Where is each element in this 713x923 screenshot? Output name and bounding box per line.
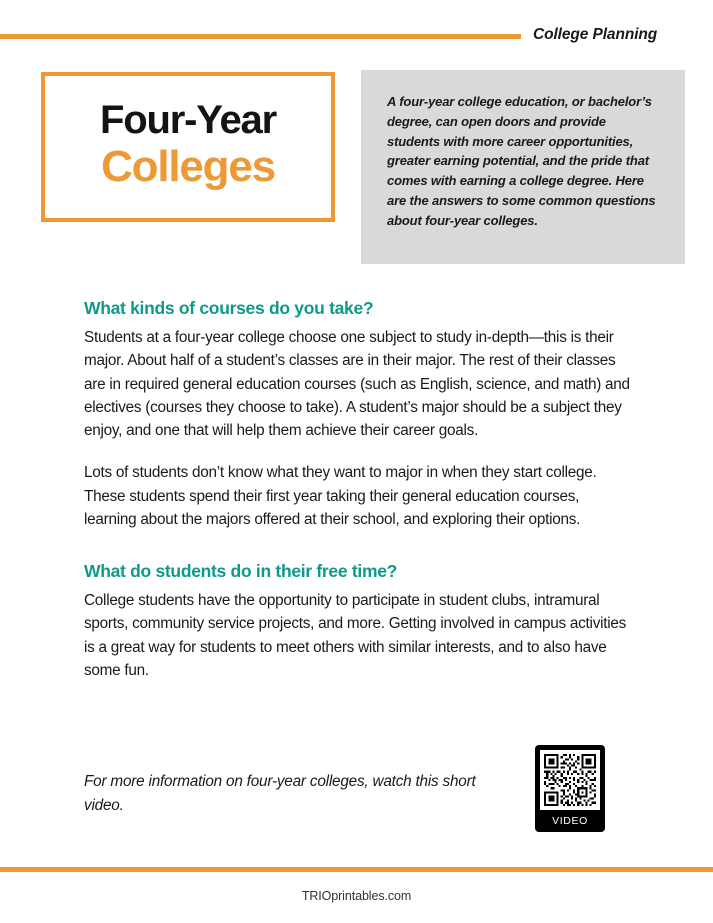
title-box <box>41 72 335 222</box>
section-paragraph-courses-2: Lots of students don’t know what they want to major in when they start college. These students spend their first year taking their general education courses, learning about the majors offered at their school, and exploring their options. <box>84 464 597 528</box>
section-heading-courses: What kinds of courses do you take? <box>84 298 374 318</box>
qr-code-graphic <box>540 750 600 810</box>
footer-site-label: TRIOprintables.com <box>301 889 412 903</box>
qr-code-label: VIDEO <box>552 815 588 827</box>
header-category-label: College Planning <box>533 26 658 43</box>
intro-callout-box <box>361 70 685 264</box>
qr-code-card[interactable] <box>535 745 605 832</box>
main-content <box>84 298 630 682</box>
page-title-line-1: Four-Year <box>100 98 276 143</box>
intro-callout-text: A four-year college education, or bachelor’s degree, can open doors and provide students with more career opportunities, greater earning potential, and the pride that comes with earning a college degree. Here are the answers to some common questions about four-year colleges. <box>387 94 656 228</box>
header-accent-rule <box>0 34 521 39</box>
section-paragraph-free-time-1: College students have the opportunity to participate in student clubs, intramural sports, community service projects, and more. Getting involved in campus activities is a great way for students to meet others with similar interests, and to also have some fun. <box>84 592 627 679</box>
section-heading-free-time: What do students do in their free time? <box>84 561 398 581</box>
section-paragraph-courses-1: Students at a four-year college choose one subject to study in-depth—this is their major. About half of a student’s classes are in their major. The rest of their classes are in required general education courses (such as English, science, and math) and electives (courses they choose to take). A student’s major should be a subject they enjoy, and one that will help them achieve their career goals. <box>84 329 630 439</box>
page-header <box>0 0 713 60</box>
qr-code-icon[interactable] <box>540 750 600 810</box>
footer-accent-rule <box>0 867 713 872</box>
video-note-text: For more information on four-year colleges, watch this short video. <box>84 773 476 814</box>
video-callout-row <box>84 745 630 845</box>
page-title-line-2: Colleges <box>101 141 275 191</box>
